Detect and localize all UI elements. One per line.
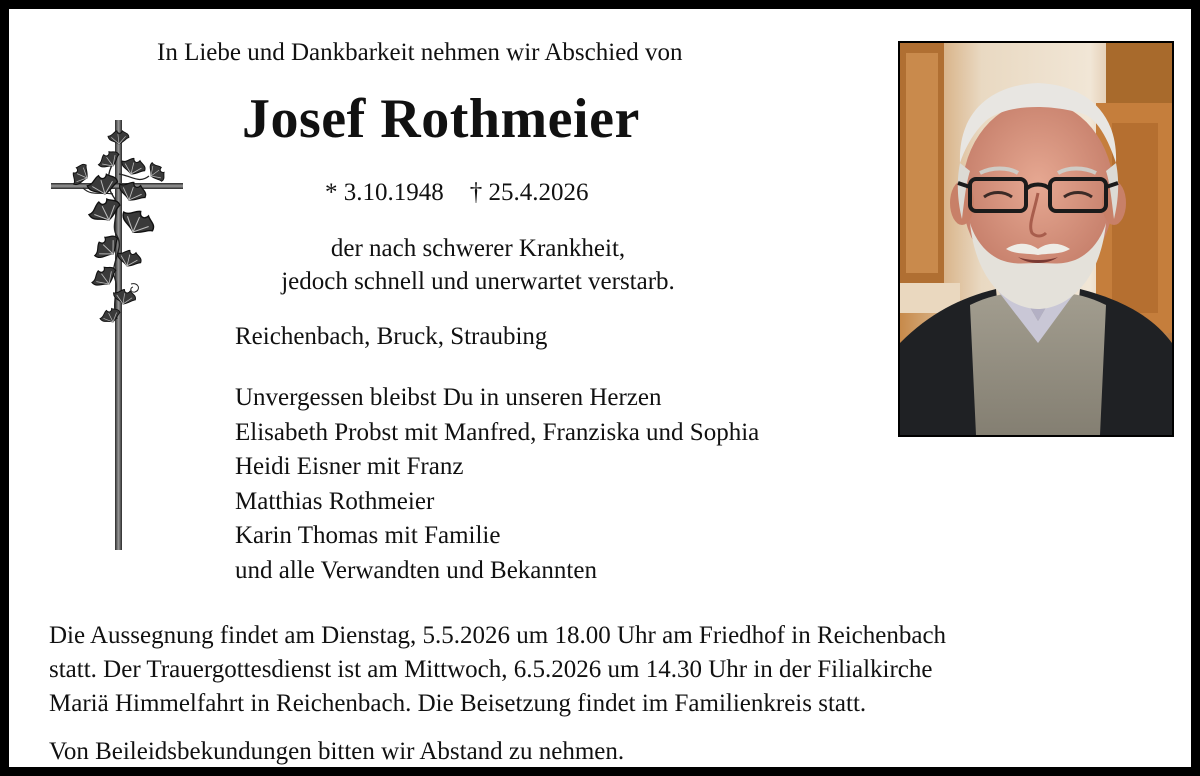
portrait-photo (898, 41, 1174, 437)
family-line: Matthias Rothmeier (235, 487, 435, 515)
family-line: Karin Thomas mit Familie (235, 522, 501, 549)
service-line: Die Aussegnung findet am Dienstag, 5.5.2026 um 18.00 Uhr am Friedhof in Reichenbach (49, 622, 947, 649)
family-line: und alle Verwandten und Bekannten (235, 556, 597, 584)
family-list (235, 381, 759, 588)
cause-line: der nach schwerer Krankheit, (330, 235, 626, 262)
family-line: Elisabeth Probst mit Manfred, Franziska und Sophia (235, 418, 760, 446)
family-line: Heidi Eisner mit Franz (235, 453, 464, 480)
service-line: Mariä Himmelfahrt in Reichenbach. Die Beisetzung findet im Familienkreis statt. (49, 690, 867, 717)
family-line: Unvergessen bleibst Du in unseren Herzen (235, 384, 662, 411)
service-line: statt. Der Trauergottesdienst ist am Mittwoch, 6.5.2026 um 14.30 Uhr in der Filialkirche (49, 656, 933, 683)
birth-date: * 3.10.1948 (325, 179, 444, 206)
death-date: † 25.4.2026 (469, 179, 589, 206)
cause-line: jedoch schnell und unerwartet verstarb. (281, 268, 675, 295)
service-info (49, 619, 946, 721)
life-dates (325, 179, 589, 207)
closing-text: Von Beileidsbekundungen bitten wir Abstand zu nehmen. (49, 738, 625, 765)
intro-text: In Liebe und Dankbarkeit nehmen wir Abschied von (157, 39, 683, 66)
deceased-name: Josef Rothmeier (242, 88, 640, 150)
portrait-image (900, 43, 1172, 435)
places-text: Reichenbach, Bruck, Straubing (235, 323, 548, 350)
cross-with-ivy-icon (47, 114, 187, 556)
cause-text (229, 232, 727, 298)
